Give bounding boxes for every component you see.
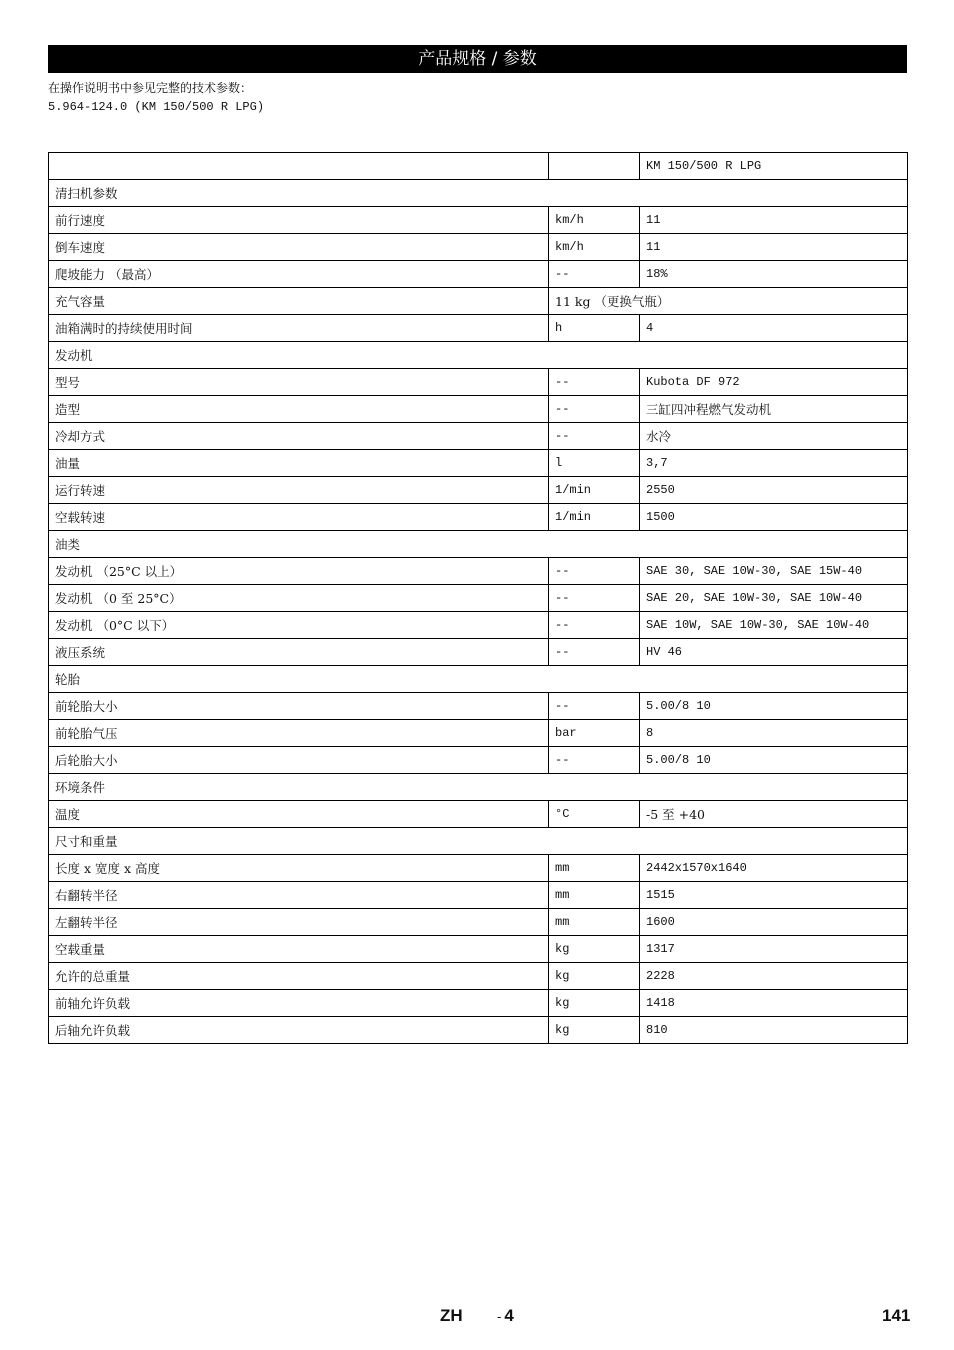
row-label: 前轮胎气压 [49, 720, 549, 747]
section-row [49, 180, 908, 207]
row-unit: mm [549, 882, 640, 909]
table-header-row [49, 153, 908, 180]
row-label: 右翻转半径 [49, 882, 549, 909]
row-unit: mm [549, 909, 640, 936]
row-label: 左翻转半径 [49, 909, 549, 936]
row-unit: kg [549, 990, 640, 1017]
section-heading: 轮胎 [49, 666, 908, 693]
footer-page-dash: - [497, 1309, 502, 1324]
table-row [49, 504, 908, 531]
table-row [49, 558, 908, 585]
row-label: 空载转速 [49, 504, 549, 531]
table-row [49, 396, 908, 423]
row-value: 2442x1570x1640 [640, 855, 908, 882]
row-value: SAE 30, SAE 10W-30, SAE 15W-40 [640, 558, 908, 585]
footer-page-index [497, 1306, 514, 1326]
row-unit: -- [549, 558, 640, 585]
row-value: SAE 10W, SAE 10W-30, SAE 10W-40 [640, 612, 908, 639]
table-row [49, 855, 908, 882]
intro-line-1: 在操作说明书中参见完整的技术参数： [48, 81, 253, 95]
row-label: 发动机 （0 至 25°C） [49, 585, 549, 612]
section-heading: 油类 [49, 531, 908, 558]
row-value: 8 [640, 720, 908, 747]
header-empty-label-cell [49, 153, 549, 180]
page-title: 产品规格 / 参数 [48, 45, 907, 73]
row-value: 1515 [640, 882, 908, 909]
row-unit: -- [549, 747, 640, 774]
row-unit: -- [549, 693, 640, 720]
table-row [49, 315, 908, 342]
row-unit: -- [549, 396, 640, 423]
table-row [49, 369, 908, 396]
section-heading: 清扫机参数 [49, 180, 908, 207]
footer-page-index-value: 4 [504, 1306, 514, 1325]
row-label: 冷却方式 [49, 423, 549, 450]
row-label: 后轮胎大小 [49, 747, 549, 774]
row-value: 810 [640, 1017, 908, 1044]
row-label: 倒车速度 [49, 234, 549, 261]
table-row [49, 963, 908, 990]
row-value: 2550 [640, 477, 908, 504]
table-row [49, 720, 908, 747]
row-value: 三缸四冲程燃气发动机 [640, 396, 908, 423]
table-row [49, 234, 908, 261]
section-heading: 环境条件 [49, 774, 908, 801]
row-unit: h [549, 315, 640, 342]
row-unit: kg [549, 1017, 640, 1044]
row-label: 油量 [49, 450, 549, 477]
row-unit: -- [549, 585, 640, 612]
row-unit: -- [549, 423, 640, 450]
row-value: HV 46 [640, 639, 908, 666]
row-unit: km/h [549, 207, 640, 234]
row-unit: l [549, 450, 640, 477]
table-row [49, 747, 908, 774]
row-label: 油箱满时的持续使用时间 [49, 315, 549, 342]
row-value: 1418 [640, 990, 908, 1017]
row-label: 长度 x 宽度 x 高度 [49, 855, 549, 882]
row-value: 18% [640, 261, 908, 288]
section-heading: 尺寸和重量 [49, 828, 908, 855]
row-label: 空载重量 [49, 936, 549, 963]
row-value: Kubota DF 972 [640, 369, 908, 396]
row-label: 液压系统 [49, 639, 549, 666]
row-unit: bar [549, 720, 640, 747]
table-row [49, 882, 908, 909]
row-value: 11 [640, 234, 908, 261]
row-unit: -- [549, 612, 640, 639]
row-value: 1500 [640, 504, 908, 531]
row-value: 4 [640, 315, 908, 342]
row-value: 11 [640, 207, 908, 234]
row-label: 运行转速 [49, 477, 549, 504]
row-unit: -- [549, 369, 640, 396]
row-value: 1317 [640, 936, 908, 963]
table-row [49, 936, 908, 963]
row-unit: km/h [549, 234, 640, 261]
section-row [49, 774, 908, 801]
table-row [49, 990, 908, 1017]
section-heading: 发动机 [49, 342, 908, 369]
row-unit: mm [549, 855, 640, 882]
row-value: -5 至 +40 [640, 801, 908, 828]
row-unit: °C [549, 801, 640, 828]
table-row [49, 693, 908, 720]
spec-table [48, 152, 908, 1044]
table-row [49, 477, 908, 504]
table-row [49, 801, 908, 828]
table-row [49, 288, 908, 315]
table-row [49, 207, 908, 234]
row-unit: -- [549, 639, 640, 666]
row-label: 前行速度 [49, 207, 549, 234]
table-row [49, 261, 908, 288]
row-unit: 1/min [549, 477, 640, 504]
section-row [49, 531, 908, 558]
footer-page-number: 141 [882, 1306, 911, 1325]
row-label: 后轴允许负载 [49, 1017, 549, 1044]
row-value: 3,7 [640, 450, 908, 477]
row-unit: 1/min [549, 504, 640, 531]
row-label: 爬坡能力 （最高） [49, 261, 549, 288]
row-label: 发动机 （0°C 以下） [49, 612, 549, 639]
header-empty-unit-cell [549, 153, 640, 180]
row-value: 11 kg （更换气瓶） [549, 288, 908, 315]
row-label: 温度 [49, 801, 549, 828]
section-row [49, 666, 908, 693]
table-row [49, 639, 908, 666]
table-row [49, 450, 908, 477]
section-row [49, 828, 908, 855]
row-value: 5.00/8 10 [640, 747, 908, 774]
row-unit: kg [549, 963, 640, 990]
row-unit: kg [549, 936, 640, 963]
table-row [49, 612, 908, 639]
row-value: 2228 [640, 963, 908, 990]
row-label: 允许的总重量 [49, 963, 549, 990]
section-row [49, 342, 908, 369]
table-row [49, 423, 908, 450]
row-label: 充气容量 [49, 288, 549, 315]
table-row [49, 585, 908, 612]
row-unit: -- [549, 261, 640, 288]
row-value: 水冷 [640, 423, 908, 450]
row-label: 型号 [49, 369, 549, 396]
intro-text [48, 79, 264, 117]
row-value: SAE 20, SAE 10W-30, SAE 10W-40 [640, 585, 908, 612]
table-row [49, 1017, 908, 1044]
row-value: 1600 [640, 909, 908, 936]
row-label: 前轴允许负载 [49, 990, 549, 1017]
intro-line-2: 5.964-124.0 (KM 150/500 R LPG) [48, 100, 265, 114]
footer-language: ZH [440, 1306, 463, 1325]
row-value: 5.00/8 10 [640, 693, 908, 720]
row-label: 发动机 （25°C 以上） [49, 558, 549, 585]
header-model-cell: KM 150/500 R LPG [640, 153, 908, 180]
row-label: 前轮胎大小 [49, 693, 549, 720]
table-row [49, 909, 908, 936]
row-label: 造型 [49, 396, 549, 423]
